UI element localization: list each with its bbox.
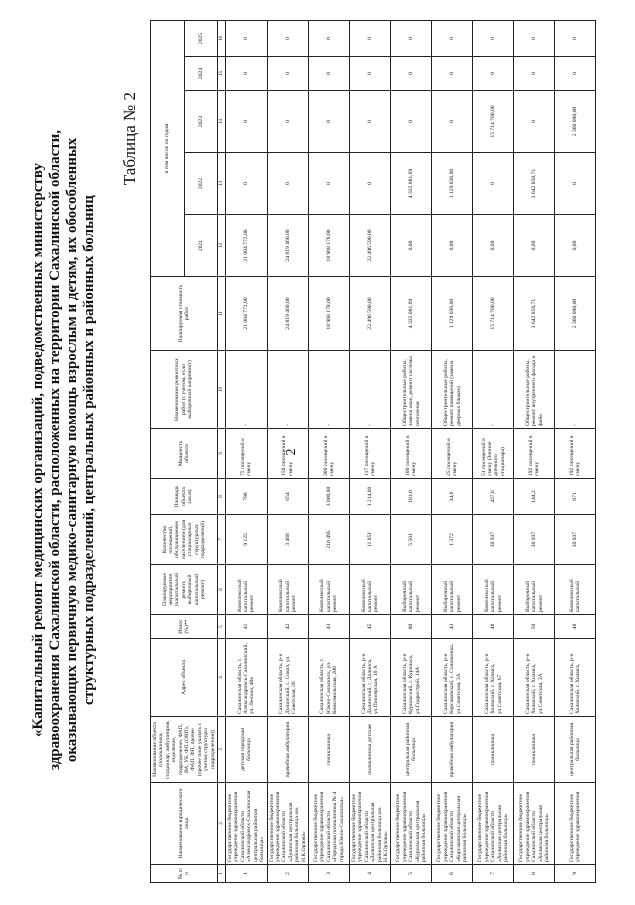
cell-visits: 3 468 — [267, 515, 308, 565]
cell-y2024: 0 — [555, 57, 596, 91]
column-number-cell: 5 — [218, 615, 226, 639]
cell-y2024: 0 — [473, 57, 514, 91]
table-row — [308, 20, 349, 882]
column-number-cell: 8 — [218, 479, 226, 515]
table-row — [267, 20, 308, 882]
cell-y2021: 0,00 — [555, 215, 596, 277]
column-number-cell: 14 — [218, 91, 226, 153]
cell-subdivision: врачебная амбулатория — [267, 717, 308, 783]
cell-total: 4 335 081,69 — [391, 277, 432, 351]
header-work-name: Наименование ремонтных работ (с учетом, если выборочный капремонт) — [151, 351, 218, 429]
header-work-type: Планируемые мероприятия (капитальный ремонт, выборочный капитальный ремонт) — [151, 565, 218, 615]
header-in-that-number: в том числе по годам — [151, 20, 185, 276]
cell-visits: 1 372 — [432, 515, 473, 565]
cell-num: 9 — [555, 865, 596, 883]
cell-work-name: - — [226, 351, 267, 429]
cell-total: 1 129 036,00 — [432, 277, 473, 351]
cell-num: 4 — [349, 865, 390, 883]
cell-address: Сахалинская область, р-н Курильский, г. Курильск, ул.Гидрострой, 14А — [391, 639, 432, 717]
cell-capacity: 100 посещений в смену — [391, 429, 432, 479]
cell-num: 3 — [308, 865, 349, 883]
cell-wear: 42 — [267, 615, 308, 639]
cell-wear: 50 — [514, 615, 555, 639]
cell-total: 18 968 178,00 — [308, 277, 349, 351]
cell-area: 144,2 — [514, 479, 555, 515]
cell-subdivision: поликлиника детская — [349, 717, 390, 783]
cell-work-type: Выборочный капитальный ремонт — [514, 565, 555, 615]
cell-address: Сахалинская область, р-н Долинский, с. Сокол, ул. Советская, 26 — [267, 639, 308, 717]
cell-y2024: 0 — [349, 57, 390, 91]
cell-num: 1 — [226, 865, 267, 883]
cell-y2021: 24 819 460,00 — [267, 215, 308, 277]
cell-work-name: - — [555, 351, 596, 429]
cell-area: 1 214,00 — [349, 479, 390, 515]
cell-y2021: 0,00 — [391, 215, 432, 277]
cell-y2023: 0 — [267, 91, 308, 153]
cell-capacity: 75 посещений в смену — [226, 429, 267, 479]
cell-name: Государственное бюджетное учреждение здравоохранения Сахалинской области «Холмская центральная районная больница» — [473, 783, 514, 865]
cell-y2022: 0 — [267, 153, 308, 215]
cell-wear: 43 — [308, 615, 349, 639]
cell-y2022: 0 — [555, 153, 596, 215]
cell-visits: 30 937 — [473, 515, 514, 565]
cell-y2025: 0 — [432, 20, 473, 56]
header-year-2021: 2021 — [184, 215, 218, 277]
cell-visits: 11 851 — [349, 515, 390, 565]
cell-num: 5 — [391, 865, 432, 883]
cell-area: 871 — [555, 479, 596, 515]
column-number-cell: 9 — [218, 429, 226, 479]
cell-subdivision: детская городская больница — [226, 717, 267, 783]
cell-wear: 41 — [226, 615, 267, 639]
header-capacity: Мощность объекта — [151, 429, 218, 479]
cell-work-name: - — [473, 351, 514, 429]
cell-num: 8 — [514, 865, 555, 883]
cell-wear: 45 — [349, 615, 390, 639]
cell-work-name: - — [267, 351, 308, 429]
cell-area: 788 — [226, 479, 267, 515]
table-row — [391, 20, 432, 882]
cell-y2024: 0 — [391, 57, 432, 91]
cell-area: 34,6 — [432, 479, 473, 515]
cell-total: 24 819 460,00 — [267, 277, 308, 351]
cell-total: 2 300 000,00 — [555, 277, 596, 351]
column-number-cell: 10 — [218, 351, 226, 429]
cell-y2025: 0 — [308, 20, 349, 56]
cell-visits: 210 495 — [308, 515, 349, 565]
cell-visits: 9 125 — [226, 515, 267, 565]
cell-y2021: 21 004 772,00 — [226, 215, 267, 277]
cell-capacity: 192 посещений в смену — [555, 429, 596, 479]
cell-num: 7 — [473, 865, 514, 883]
table-row — [514, 20, 555, 882]
cell-address: Сахалинская область, г. Александровск-Сахалинский, ул. Ленина, 48в — [226, 639, 267, 717]
header-year-2023: 2023 — [184, 91, 218, 153]
cell-work-type: Комплексный капитальный ремонт — [349, 565, 390, 615]
cell-capacity: 380 посещений в смену — [308, 429, 349, 479]
cell-y2022: 1 129 036,00 — [432, 153, 473, 215]
cell-y2022: 0 — [349, 153, 390, 215]
cell-area: 654 — [267, 479, 308, 515]
cell-y2021: 0,00 — [473, 215, 514, 277]
table-label: Таблица № 2 — [120, 92, 139, 186]
header-year-2024: 2024 — [184, 57, 218, 91]
cell-work-type: Выборочный капитальный ремонт — [432, 565, 473, 615]
table-row — [473, 20, 514, 882]
cell-address: Сахалинская область, р-н Холмский, г. Холмск, ул.Советская, 67 — [473, 639, 514, 717]
cell-wear: 43 — [432, 615, 473, 639]
cell-subdivision: поликлиника — [514, 717, 555, 783]
cell-wear: 48 — [555, 615, 596, 639]
cell-total: 22 496 590,00 — [349, 277, 390, 351]
table-row — [226, 20, 267, 882]
cell-area: 181,0 — [391, 479, 432, 515]
cell-name: Государственное бюджетное учреждение здравоохранения — [555, 783, 596, 865]
cell-work-name: - — [308, 351, 349, 429]
cell-y2025: 0 — [267, 20, 308, 56]
header-name: Наименование юридического лица — [151, 783, 218, 865]
column-number-cell: 1 — [218, 865, 226, 883]
cell-y2023: 2 300 000,00 — [555, 91, 596, 153]
cell-y2022: 3 642 850,71 — [514, 153, 555, 215]
cell-address: Сахалинская область, г. Южно-Сахалинск, ул. Комсомольская, 200 — [308, 639, 349, 717]
cell-y2025: 0 — [555, 20, 596, 56]
cell-name: Государственное бюджетное учреждение здравоохранения Сахалинской области «Долинская центральная районная больница им. Н.К.Орлова» — [349, 783, 390, 865]
cell-name: Государственное бюджетное учреждение здравоохранения Сахалинской области «Холмская центральная районная больница» — [514, 783, 555, 865]
column-number-cell: 3 — [218, 717, 226, 783]
cell-capacity: 51 посещений в смену (Зонное дневного стационара) — [473, 429, 514, 479]
cell-subdivision: центральная районная больница — [391, 717, 432, 783]
cell-y2021: 22 496 590,00 — [349, 215, 390, 277]
cell-name: Государственное бюджетное учреждение здравоохранения Сахалинской области «Городская поликлиника № 4 города Южно-Сахалинска» — [308, 783, 349, 865]
column-number-cell: 15 — [218, 57, 226, 91]
cell-wear: 80 — [391, 615, 432, 639]
column-number-cell: 16 — [218, 20, 226, 56]
cell-y2021: 18 968 178,00 — [308, 215, 349, 277]
cell-num: 2 — [267, 865, 308, 883]
cell-capacity: 117 посещений в смену — [349, 429, 390, 479]
cell-y2023: 0 — [391, 91, 432, 153]
header-wear: Износ (%)** — [151, 615, 218, 639]
cell-visits: 30 937 — [555, 515, 596, 565]
cell-y2023: 0 — [349, 91, 390, 153]
cell-y2023: 15 714 700,00 — [473, 91, 514, 153]
cell-total: 21 004 772,00 — [226, 277, 267, 351]
cell-y2025: 0 — [349, 20, 390, 56]
cell-y2022: 0 — [308, 153, 349, 215]
cell-address: Сахалинская область, р-н Корсаковский, с. Соловьевка, ул.Советская, 3А — [432, 639, 473, 717]
cell-address: Сахалинская область, р-н Холмский, г. Холмск, ул.Советская, 3А — [514, 639, 555, 717]
cell-capacity: 150 посещений в смену — [267, 429, 308, 479]
cell-y2025: 0 — [226, 20, 267, 56]
cell-y2023: 0 — [308, 91, 349, 153]
column-number-cell: 7 — [218, 515, 226, 565]
cell-work-type: Комплексный капитальный ремонт — [308, 565, 349, 615]
cell-work-type: Комплексный капитальный ремонт — [267, 565, 308, 615]
table-row — [432, 20, 473, 882]
cell-capacity: 192 посещений в смену — [514, 429, 555, 479]
cell-name: Государственное бюджетное учреждение здравоохранения Сахалинской области «Корсаковская центральная районная больница» — [432, 783, 473, 865]
document-title: «Капитальный ремонт медицинских организаций, подведомственных министерству здравоохранения Сахалинской области, расположенных на территории Сахалинской области, оказывающих первичную медико-санитарную помощь взрослым и детям, их обособленных структурных подразделений, центральных районных и районных больниц — [30, 129, 97, 771]
column-number-cell: 4 — [218, 639, 226, 717]
cell-y2022: 0 — [473, 153, 514, 215]
header-address: Адрес объекта — [151, 639, 218, 717]
page-number: 2 — [284, 448, 299, 456]
cell-subdivision: поликлиника — [308, 717, 349, 783]
cell-name: Государственное бюджетное учреждение здравоохранения Сахалинской области «Александровск-Сахалинская центральная районная больница» — [226, 783, 267, 865]
cell-subdivision: центральная районная больница — [555, 717, 596, 783]
cell-work-name: Общестроительные работы, ремонт внутреннего фасада и фойе. — [514, 351, 555, 429]
header-total-cost: Планируемая стоимость работ — [151, 277, 218, 351]
cell-name: Государственное бюджетное учреждение здравоохранения Сахалинской области «Курильская центральная районная больница» — [391, 783, 432, 865]
column-number-cell: 6 — [218, 565, 226, 615]
cell-work-type: Комплексный капитальный ремонт — [226, 565, 267, 615]
cell-y2022: 0 — [226, 153, 267, 215]
cell-y2023: 0 — [226, 91, 267, 153]
cell-total: 15 714 700,00 — [473, 277, 514, 351]
cell-y2024: 0 — [432, 57, 473, 91]
cell-num: 6 — [432, 865, 473, 883]
cell-total: 3 642 850,71 — [514, 277, 555, 351]
cell-y2021: 0,00 — [432, 215, 473, 277]
cell-capacity: 25 посещений в смену — [432, 429, 473, 479]
column-number-row — [218, 20, 226, 882]
cell-subdivision: врачебная амбулатория — [432, 717, 473, 783]
cell-y2024: 0 — [514, 57, 555, 91]
header-year-2025: 2025 — [184, 20, 218, 56]
column-number-cell: 11 — [218, 277, 226, 351]
cell-y2022: 4 335 081,69 — [391, 153, 432, 215]
cell-work-type: Комплексный капитальный ремонт — [473, 565, 514, 615]
cell-y2025: 0 — [391, 20, 432, 56]
cell-work-type: Выборочный капитальный ремонт — [391, 565, 432, 615]
cell-visits: 5 501 — [391, 515, 432, 565]
table-row — [555, 20, 596, 882]
cell-work-name: Общестроительные работы, ремонт помещений (замена дверных блоков) — [432, 351, 473, 429]
cell-address: Сахалинская область, р-н Долинский, г. Долинск, ул.Пионерская, 10 А — [349, 639, 390, 717]
repair-table — [150, 20, 596, 883]
cell-y2024: 0 — [226, 57, 267, 91]
cell-y2025: 0 — [473, 20, 514, 56]
cell-area: 3 000,00 — [308, 479, 349, 515]
cell-visits: 30 937 — [514, 515, 555, 565]
cell-y2024: 0 — [308, 57, 349, 91]
cell-wear: 48 — [473, 615, 514, 639]
column-number-cell: 2 — [218, 783, 226, 865]
cell-subdivision: поликлиника — [473, 717, 514, 783]
cell-y2021: 0,00 — [514, 215, 555, 277]
table-row — [349, 20, 390, 882]
header-area: Площадь объекта (кв.м) — [151, 479, 218, 515]
header-subdivision: Наименование объекта (поликлиника, стационар, амбулатория, отделение, подразделение, ФАП, ВА, УБ, ФП (ОВП), ФАП, ФП, прочее (прочее иное указать с учетом структуры подразделения)) — [151, 717, 218, 783]
cell-y2023: 0 — [432, 91, 473, 153]
header-num: № п/п — [151, 865, 218, 883]
cell-work-name: Общестроительные работы, замена окон, ремонт системы отопления — [391, 351, 432, 429]
column-number-cell: 13 — [218, 153, 226, 215]
column-number-cell: 12 — [218, 215, 226, 277]
cell-y2025: 0 — [514, 20, 555, 56]
cell-y2024: 0 — [267, 57, 308, 91]
cell-work-name: - — [349, 351, 390, 429]
cell-area: 437,6 — [473, 479, 514, 515]
cell-address: Сахалинская область, р-н Холмский, г. Холмск, — [555, 639, 596, 717]
cell-y2023: 0 — [514, 91, 555, 153]
header-visits: Количество посещений, обслуживаемое населением (для стационарных структурных подразделений) — [151, 515, 218, 565]
header-year-2022: 2022 — [184, 153, 218, 215]
cell-name: Государственное бюджетное учреждение здравоохранения Сахалинской области «Долинская центральная районная больница им. Н.К.Орлова» — [267, 783, 308, 865]
cell-work-type: Комплексный капитальный — [555, 565, 596, 615]
